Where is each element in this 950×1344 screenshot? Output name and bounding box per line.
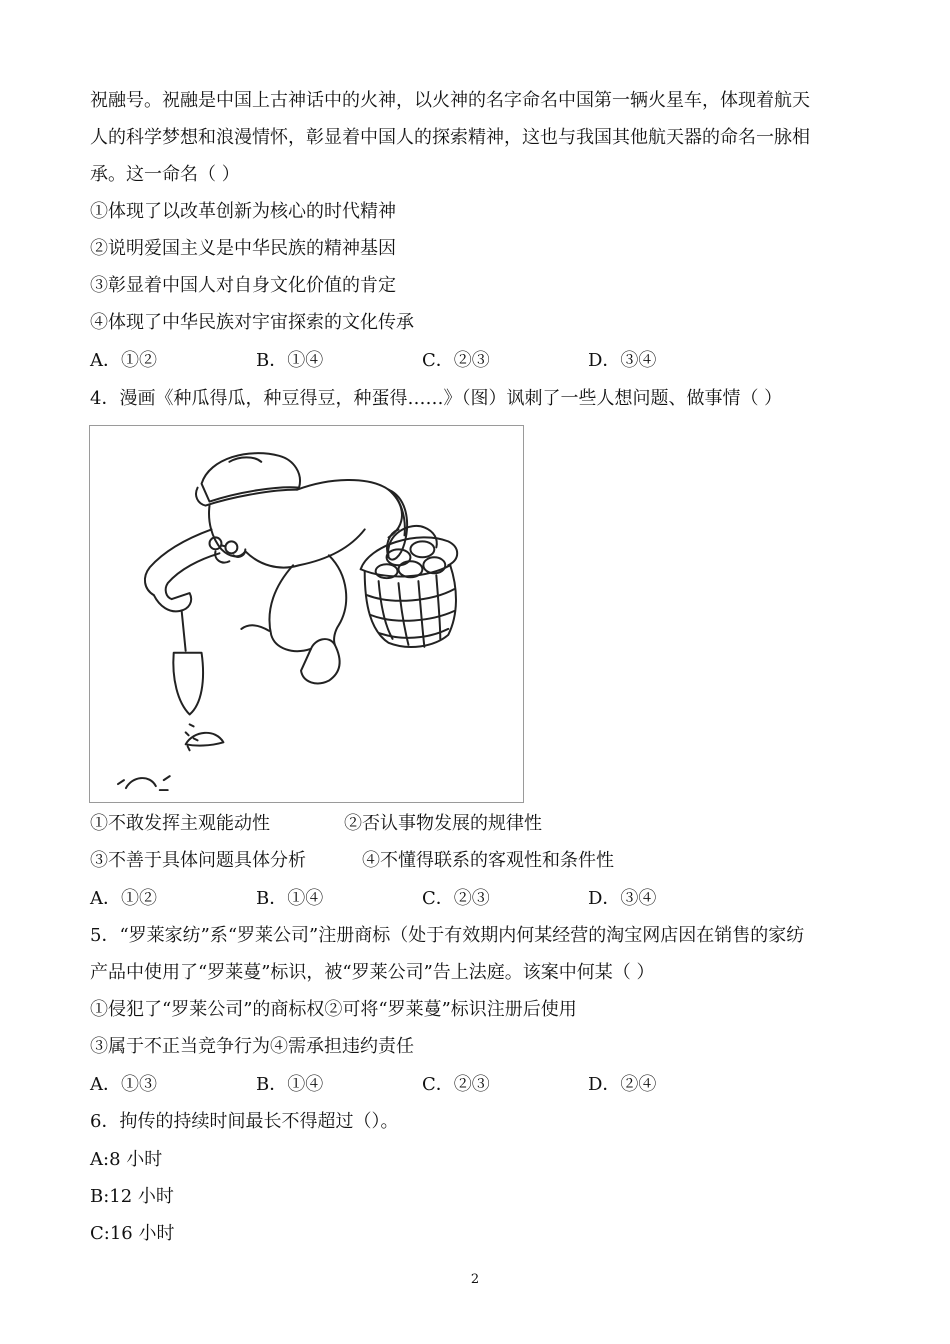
q3-statement-1: ①体现了以改革创新为核心的时代精神 — [90, 201, 396, 222]
q5-option-b: B．①④ — [256, 1074, 324, 1095]
page-number: 2 — [470, 1272, 480, 1287]
cartoon-farmer-planting-eggs-icon — [90, 426, 523, 802]
q6-choice-a: A:8 小时 — [90, 1149, 163, 1170]
q3-statement-4: ④体现了中华民族对宇宙探索的文化传承 — [90, 312, 414, 333]
q5-line-3: ①侵犯了“罗莱公司”的商标权②可将“罗莱蔓”标识注册后使用 — [90, 999, 577, 1020]
q4-option-c: C．②③ — [422, 888, 490, 909]
q5-line-4: ③属于不正当竞争行为④需承担违约责任 — [90, 1036, 414, 1057]
q4-option-d: D．③④ — [588, 888, 657, 909]
q5-option-a: A．①③ — [90, 1074, 157, 1095]
q4-statement-2: ②否认事物发展的规律性 — [344, 813, 542, 834]
q3-line-1: 祝融号。祝融是中国上古神话中的火神，以火神的名字命名中国第一辆火星车，体现着航天 — [90, 90, 810, 111]
q5-line-2: 产品中使用了“罗莱蔓”标识，被“罗莱公司”告上法庭。该案中何某（ ） — [90, 962, 655, 983]
q5-option-c: C．②③ — [422, 1074, 490, 1095]
q5-line-1: 5．“罗莱家纺”系“罗莱公司”注册商标（处于有效期内何某经营的淘宝网店因在销售的家纺 — [90, 925, 805, 946]
q3-option-a: A．①② — [90, 350, 157, 371]
q4-statement-3: ③不善于具体问题具体分析 — [90, 850, 306, 871]
q6-choice-b: B:12 小时 — [90, 1186, 174, 1207]
q5-option-d: D．②④ — [588, 1074, 657, 1095]
q3-statement-2: ②说明爱国主义是中华民族的精神基因 — [90, 238, 396, 259]
q4-option-b: B．①④ — [256, 888, 324, 909]
cartoon-figure — [89, 425, 524, 803]
q4-statement-4: ④不懂得联系的客观性和条件性 — [362, 850, 614, 871]
q6-choice-c: C:16 小时 — [90, 1223, 175, 1244]
q4-stem: 4．漫画《种瓜得瓜，种豆得豆，种蛋得……》（图）讽刺了一些人想问题、做事情（ ） — [90, 388, 783, 409]
q6-stem: 6．拘传的持续时间最长不得超过（）。 — [90, 1111, 399, 1132]
q3-line-2: 人的科学梦想和浪漫情怀，彰显着中国人的探索精神，这也与我国其他航天器的命名一脉相 — [90, 127, 810, 148]
q3-option-b: B．①④ — [256, 350, 324, 371]
q3-line-3: 承。这一命名（ ） — [90, 164, 240, 185]
q4-option-a: A．①② — [90, 888, 157, 909]
q3-statement-3: ③彰显着中国人对自身文化价值的肯定 — [90, 275, 396, 296]
q4-statement-1: ①不敢发挥主观能动性 — [90, 813, 270, 834]
q3-option-c: C．②③ — [422, 350, 490, 371]
q3-option-d: D．③④ — [588, 350, 657, 371]
